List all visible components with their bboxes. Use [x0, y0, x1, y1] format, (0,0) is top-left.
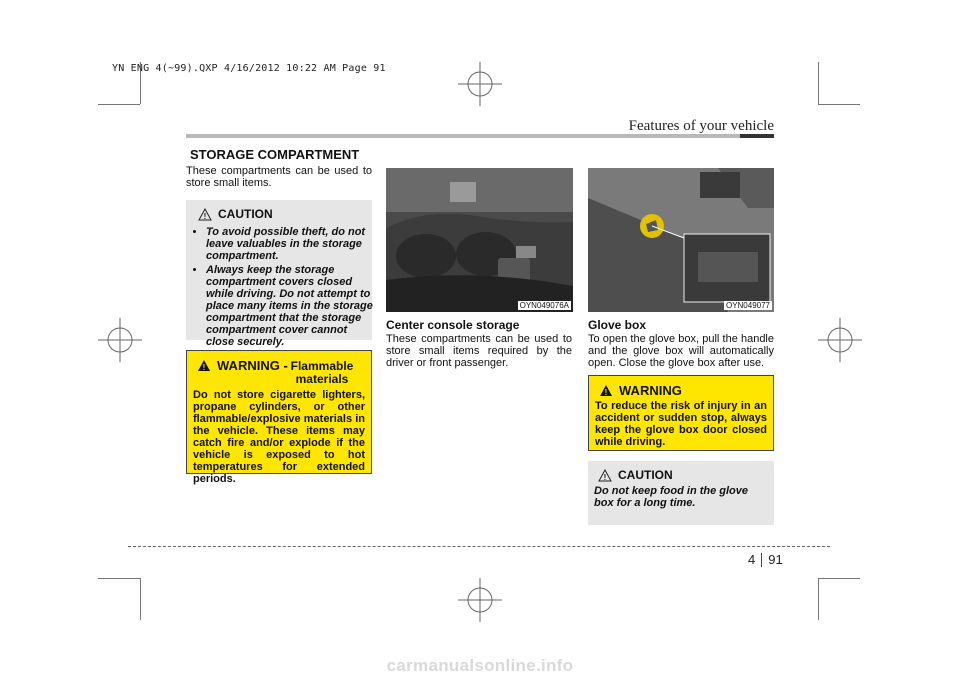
warning-box-flammable — [186, 350, 372, 485]
page-number — [748, 552, 783, 567]
caution-box-glove-box — [588, 461, 774, 525]
glove-box-illustration — [588, 168, 774, 312]
warning-triangle-icon — [599, 384, 613, 397]
svg-text:!: ! — [604, 388, 608, 397]
chapter-title: Features of your vehicle — [628, 118, 774, 134]
warning-title-row — [197, 358, 288, 373]
glove-box-title: Glove box — [588, 318, 647, 332]
warning-title-suffix: Flammable materials — [290, 359, 354, 386]
warning-title: WARNING - — [217, 358, 288, 373]
caution-title-row — [598, 468, 673, 482]
warning-body: To reduce the risk of injury in an accident or sudden stop, always keep the glove box door closed while driving. — [595, 400, 767, 448]
caution-title: CAUTION — [618, 468, 673, 482]
warning-triangle-icon — [197, 359, 211, 372]
caution-list — [192, 226, 378, 348]
center-console-title: Center console storage — [386, 318, 520, 332]
page-number-value: 91 — [768, 552, 783, 567]
registration-mark-bottom — [458, 578, 502, 622]
center-console-illustration — [386, 168, 573, 312]
caution-triangle-icon — [198, 208, 212, 221]
registration-mark-left — [98, 318, 142, 362]
svg-text:!: ! — [603, 472, 607, 482]
print-slug: YN ENG 4(~99).QXP 4/16/2012 10:22 AM Page 91 — [112, 63, 386, 74]
caution-item: • To avoid possible theft, do not leave valuables in the storage compartment. — [206, 226, 378, 262]
warning-title-row — [599, 383, 682, 398]
title-rule — [186, 134, 774, 138]
caution-triangle-icon — [598, 469, 612, 482]
intro-text: These compartments can be used to store small items. — [186, 165, 372, 189]
center-console-body: These compartments can be used to store small items required by the driver or front passenger. — [386, 333, 572, 369]
glove-box-image-code: OYN049077 — [725, 301, 770, 310]
center-console-image-code: OYN049076A — [519, 301, 569, 310]
caution-title-row — [198, 207, 273, 221]
warning-box-glove-box — [588, 375, 774, 451]
caution-box — [186, 200, 373, 348]
glove-box-body: To open the glove box, pull the handle and the glove box will automatically open. Close the glove box after use. — [588, 333, 774, 369]
registration-mark-top — [458, 62, 502, 106]
svg-text:!: ! — [203, 211, 207, 221]
chapter-number: 4 — [748, 552, 756, 567]
section-heading: STORAGE COMPARTMENT — [190, 147, 360, 162]
warning-body: Do not store cigarette lighters, propane cylinders, or other flammable/explosive materials in the vehicle. These items may catch fire and/or explode if the vehicle is exposed to hot temperatures for extended periods. — [193, 389, 365, 485]
caution-item: • Always keep the storage compartment covers closed while driving. Do not attempt to place many items in the storage compartment that the storage compartment cover cannot close securely. — [206, 264, 378, 348]
center-console-photo — [386, 168, 573, 312]
svg-text:!: ! — [202, 363, 206, 372]
page-number-separator — [761, 553, 762, 567]
page-rule — [128, 546, 830, 547]
registration-mark-right — [818, 318, 862, 362]
glove-box-photo — [588, 168, 774, 312]
caution-body: Do not keep food in the glove box for a long time. — [594, 485, 748, 509]
caution-title: CAUTION — [218, 207, 273, 221]
watermark: carmanualsonline.info — [386, 656, 574, 675]
warning-title: WARNING — [619, 383, 682, 398]
title-rule-accent — [740, 134, 774, 138]
